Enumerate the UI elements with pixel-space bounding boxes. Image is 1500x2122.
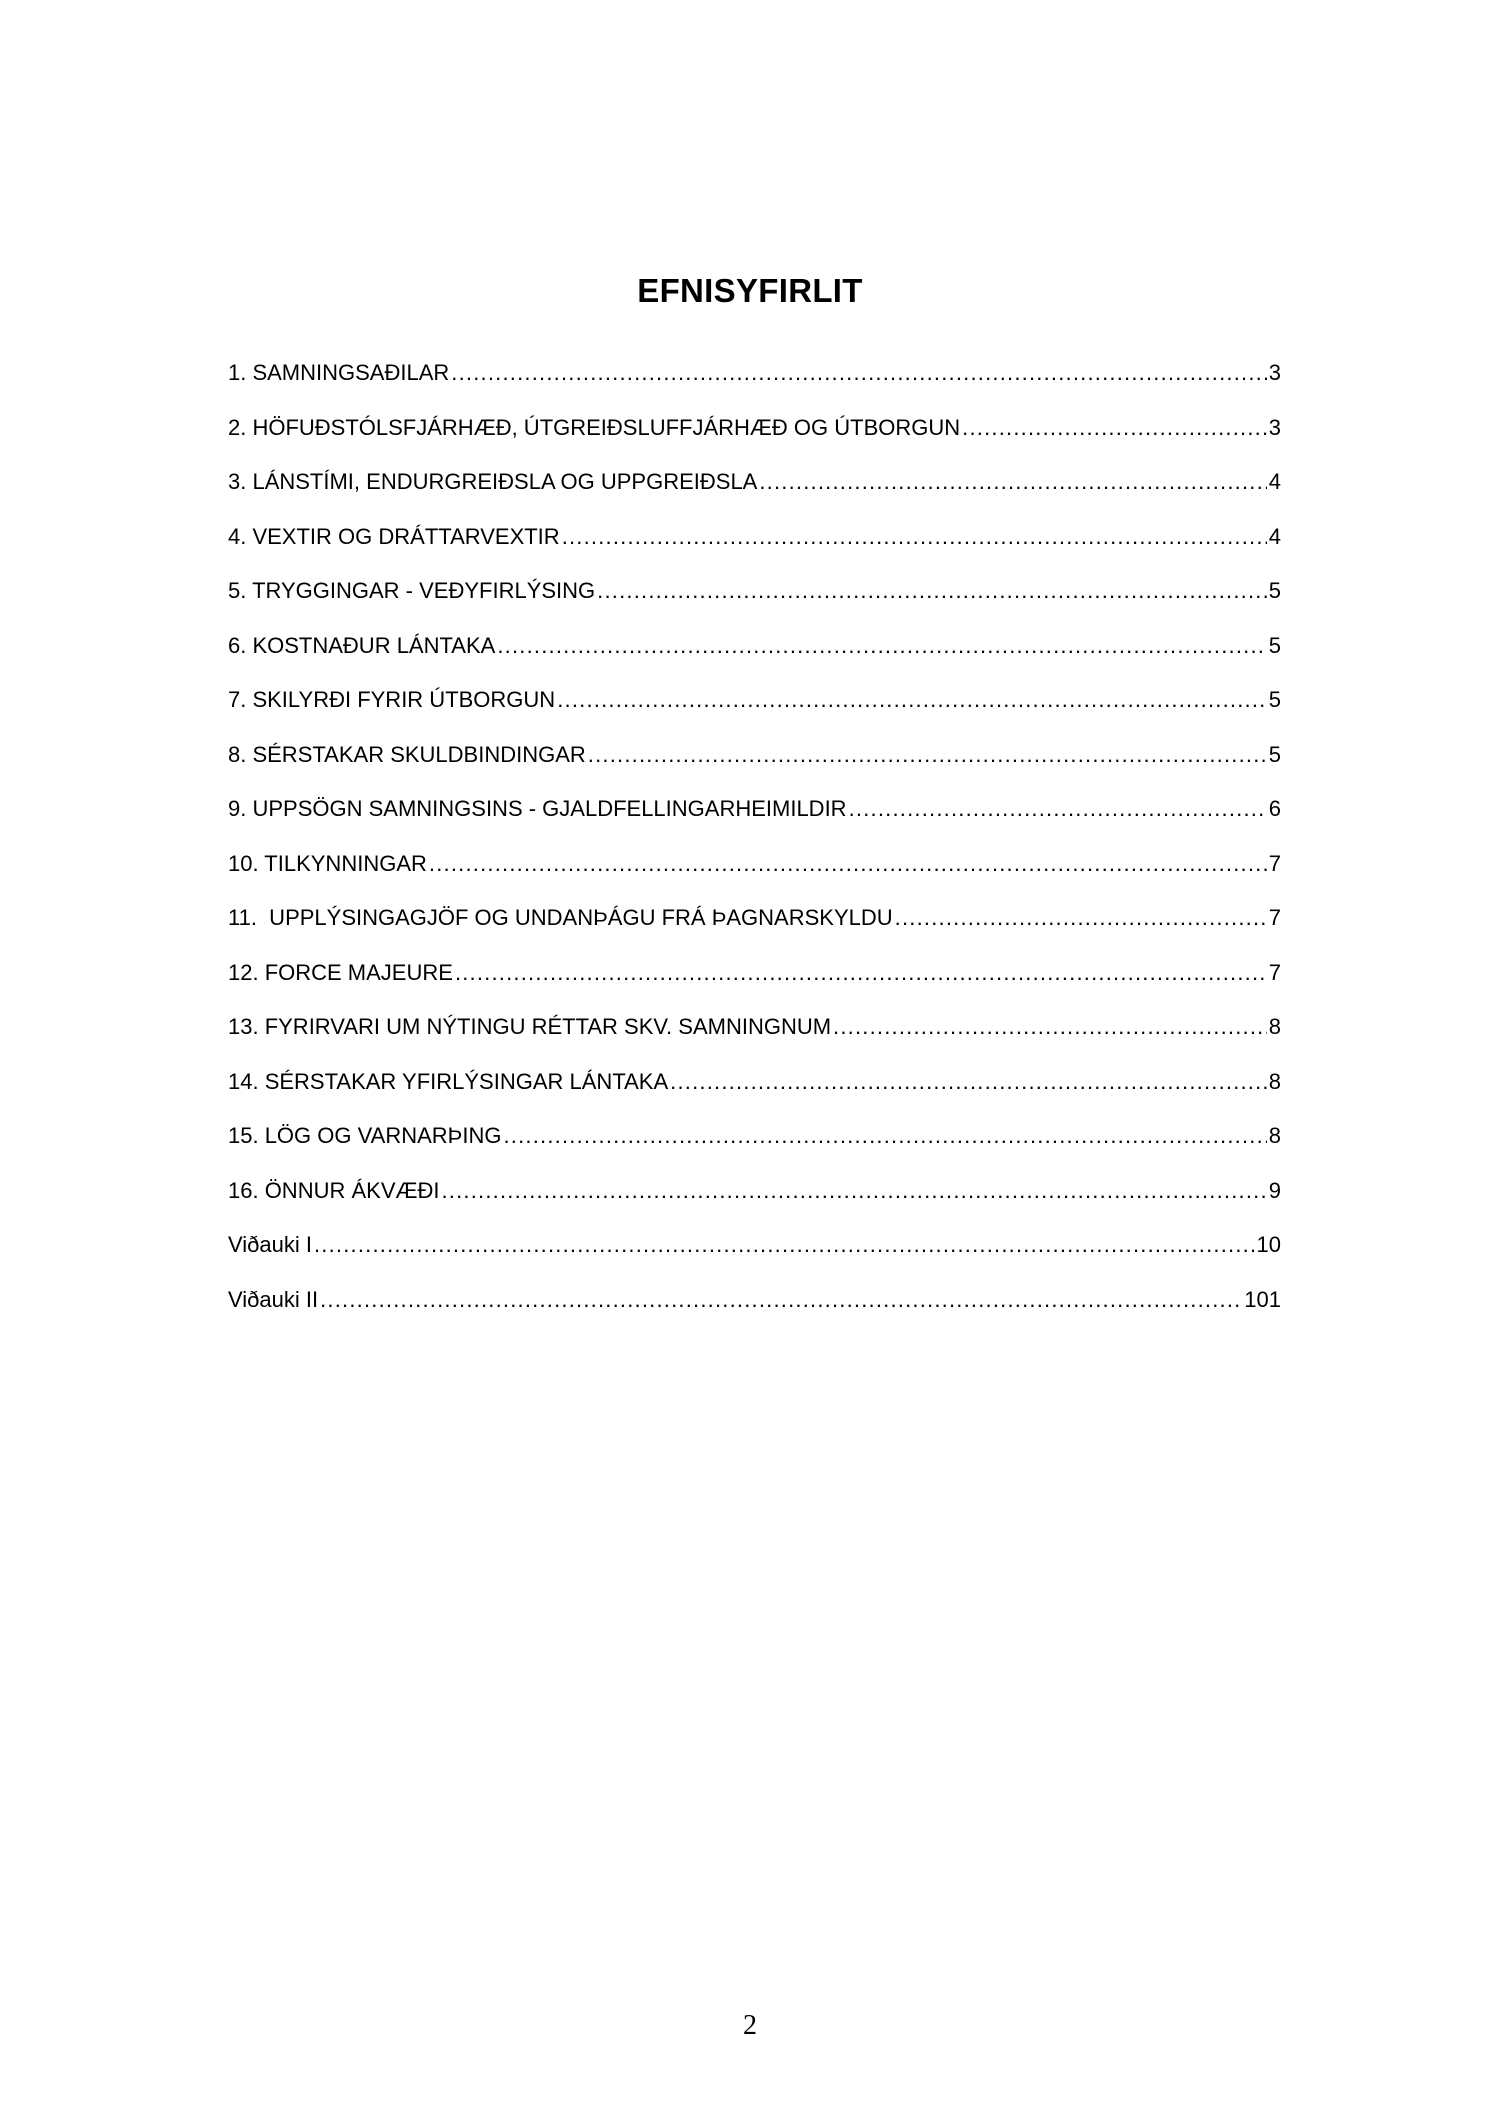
- toc-dot-leader: [320, 1281, 1242, 1319]
- toc-entry-label: 16. ÖNNUR ÁKVÆÐI: [228, 1177, 440, 1203]
- toc-entry-page: 7: [1268, 850, 1281, 876]
- toc-entry[interactable]: [228, 681, 1281, 736]
- toc-dot-leader: [455, 954, 1267, 992]
- toc-entry-label: 8. SÉRSTAKAR SKULDBINDINGAR: [228, 741, 586, 767]
- toc-entry[interactable]: [228, 1172, 1281, 1227]
- toc-dot-leader: [895, 899, 1267, 937]
- toc-dot-leader: [451, 354, 1266, 392]
- toc-entry[interactable]: [228, 627, 1281, 682]
- toc-dot-leader: [557, 681, 1267, 719]
- toc-entry-page: 4: [1268, 469, 1281, 494]
- toc-entry[interactable]: [228, 409, 1281, 464]
- toc-entry[interactable]: [228, 463, 1281, 518]
- toc-entry[interactable]: [228, 1226, 1281, 1281]
- toc-entry-label: 13. FYRIRVARI UM NÝTINGU RÉTTAR SKV. SAMNINGNUM: [228, 1014, 832, 1039]
- toc-entry-label: 7. SKILYRÐI FYRIR ÚTBORGUN: [228, 687, 556, 712]
- toc-entry-page: 7: [1268, 905, 1281, 930]
- toc-entry[interactable]: [228, 572, 1281, 627]
- toc-entry-page: 10: [1256, 1232, 1281, 1257]
- toc-entry-page: 8: [1268, 1014, 1281, 1039]
- toc-entry[interactable]: [228, 1281, 1281, 1336]
- toc-dot-leader: [962, 409, 1267, 447]
- toc-dot-leader: [429, 845, 1267, 883]
- toc-entry-label: 9. UPPSÖGN SAMNINGSINS - GJALDFELLINGARHEIMILDIR: [228, 796, 847, 821]
- toc-title: EFNISYFIRLIT: [637, 272, 863, 309]
- toc-dot-leader: [314, 1226, 1255, 1264]
- toc-entry-page: 9: [1268, 1177, 1281, 1203]
- toc-entry-label: 3. LÁNSTÍMI, ENDURGREIÐSLA OG UPPGREIÐSLA: [228, 469, 758, 494]
- toc-entry-label: 12. FORCE MAJEURE: [228, 959, 453, 985]
- toc-entry[interactable]: [228, 1117, 1281, 1172]
- toc-entry[interactable]: [228, 899, 1281, 954]
- toc-entry-label: 4. VEXTIR OG DRÁTTARVEXTIR: [228, 523, 560, 549]
- toc-dot-leader: [588, 736, 1267, 774]
- toc-entry-label: Viðauki I: [228, 1232, 312, 1257]
- toc-entry-page: 5: [1268, 741, 1281, 767]
- toc-dot-leader: [759, 463, 1266, 501]
- toc-dot-leader: [503, 1117, 1266, 1155]
- toc-entry-label: Viðauki II: [228, 1286, 319, 1312]
- toc-entry-label: 14. SÉRSTAKAR YFIRLÝSINGAR LÁNTAKA: [228, 1068, 669, 1094]
- toc-entry-page: 6: [1268, 796, 1281, 821]
- toc-dot-leader: [670, 1063, 1267, 1101]
- toc-dot-leader: [849, 790, 1267, 828]
- toc-entry[interactable]: [228, 1063, 1281, 1118]
- toc-entry-page: 5: [1268, 687, 1281, 712]
- toc-dot-leader: [597, 572, 1267, 610]
- page-number: 2: [743, 2010, 757, 2041]
- toc-entry[interactable]: [228, 518, 1281, 573]
- toc-entry-page: 7: [1268, 959, 1281, 985]
- toc-entry-page: 4: [1268, 523, 1281, 549]
- toc-entry-label: 15. LÖG OG VARNARÞING: [228, 1123, 502, 1148]
- toc-entry-label: 1. SAMNINGSAÐILAR: [228, 360, 450, 385]
- toc-dot-leader: [833, 1008, 1267, 1046]
- toc-entry[interactable]: [228, 736, 1281, 791]
- toc-dot-leader: [562, 518, 1267, 556]
- toc-dot-leader: [442, 1172, 1267, 1210]
- toc-entry[interactable]: [228, 845, 1281, 900]
- toc-entry-page: 3: [1268, 360, 1281, 385]
- toc-entry[interactable]: [228, 954, 1281, 1009]
- toc-entry[interactable]: [228, 354, 1281, 409]
- toc-entry[interactable]: [228, 1008, 1281, 1063]
- toc-entry-label: 2. HÖFUÐSTÓLSFJÁRHÆÐ, ÚTGREIÐSLUFFJÁRHÆÐ OG ÚTBORGUN: [228, 414, 961, 440]
- toc-list: [228, 354, 1281, 1335]
- toc-entry-page: 101: [1244, 1286, 1281, 1312]
- toc-entry-label: 11. UPPLÝSINGAGJÖF OG UNDANÞÁGU FRÁ ÞAGNARSKYLDU: [228, 905, 893, 930]
- toc-entry[interactable]: [228, 790, 1281, 845]
- toc-entry-label: 5. TRYGGINGAR - VEÐYFIRLÝSING: [228, 578, 596, 603]
- toc-entry-page: 5: [1268, 632, 1281, 658]
- toc-entry-page: 8: [1268, 1068, 1281, 1094]
- toc-dot-leader: [497, 627, 1266, 665]
- toc-entry-page: 8: [1268, 1123, 1281, 1148]
- toc-entry-label: 6. KOSTNAÐUR LÁNTAKA: [228, 632, 496, 658]
- toc-entry-label: 10. TILKYNNINGAR: [228, 850, 427, 876]
- toc-entry-page: 3: [1268, 414, 1281, 440]
- toc-entry-page: 5: [1268, 578, 1281, 603]
